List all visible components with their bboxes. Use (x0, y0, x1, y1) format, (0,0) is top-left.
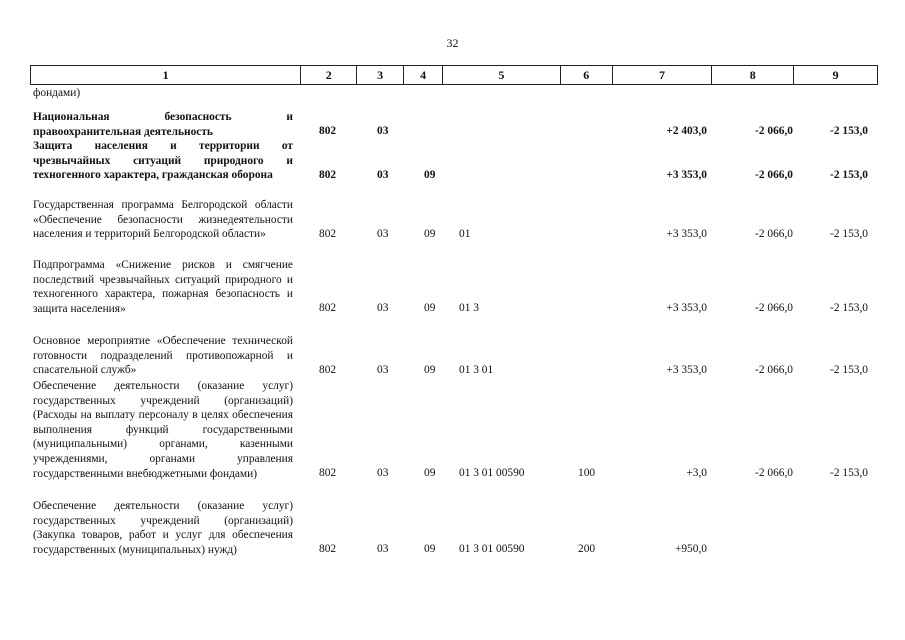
row-code-4: 09 (424, 364, 436, 377)
row-amount-8: -2 066,0 (755, 302, 793, 315)
row-name: фондами) (33, 87, 81, 99)
row-amount-7: +3 353,0 (666, 228, 707, 241)
row-amount-8: -2 066,0 (755, 125, 793, 138)
header-col-2: 2 (301, 66, 357, 84)
row-name: Защита населения и территории от чрезвычайных ситуаций природного и техногенного характера, гражданская оборона (33, 140, 293, 182)
row-amount-9: -2 153,0 (830, 125, 868, 138)
row-code-2: 802 (319, 125, 337, 138)
row-amount-9: -2 153,0 (830, 364, 868, 377)
row-code-6: 200 (578, 543, 596, 556)
row-code-2: 802 (319, 467, 337, 480)
row-name: Обеспечение деятельности (оказание услуг) государственных учреждений (организаций) (Расходы на выплату персоналу в целях обеспечения выполнения функций государственными (муниципальными) органами, казенными учреждениями, органами управления государственными внебюджетными фондами) (33, 380, 293, 480)
row-code-4: 09 (424, 543, 436, 556)
row-amount-9: -2 153,0 (830, 302, 868, 315)
row-code-4: 09 (424, 467, 436, 480)
row-code-5: 01 (459, 228, 471, 241)
row-amount-9: -2 153,0 (830, 467, 868, 480)
row-code-3: 03 (377, 125, 389, 138)
row-code-2: 802 (319, 364, 337, 377)
row-amount-8: -2 066,0 (755, 467, 793, 480)
row-code-4: 09 (424, 228, 436, 241)
row-code-3: 03 (377, 302, 389, 315)
row-code-2: 802 (319, 543, 337, 556)
row-name: Национальная безопасность и правоохранительная деятельность (33, 111, 293, 138)
row-amount-7: +950,0 (674, 543, 707, 556)
header-col-1: 1 (31, 66, 301, 84)
row-name: Государственная программа Белгородской области «Обеспечение безопасности жизнедеятельности населения и территорий Белгородской области» (33, 199, 293, 241)
row-code-5: 01 3 01 00590 (459, 543, 525, 556)
header-col-5: 5 (443, 66, 561, 84)
header-col-3: 3 (357, 66, 404, 84)
row-code-3: 03 (377, 228, 389, 241)
row-code-3: 03 (377, 364, 389, 377)
header-col-4: 4 (404, 66, 443, 84)
row-code-5: 01 3 01 (459, 364, 494, 377)
header-col-9: 9 (832, 67, 839, 82)
row-code-4: 09 (424, 302, 436, 315)
row-code-4: 09 (424, 169, 436, 182)
header-col-6: 6 (561, 66, 613, 84)
page-number: 32 (446, 36, 459, 50)
row-code-2: 802 (319, 302, 337, 315)
row-code-6: 100 (578, 467, 596, 480)
row-name: Основное мероприятие «Обеспечение технической готовности подразделений противопожарной и спасательной служб» (33, 335, 293, 377)
row-code-5: 01 3 (459, 302, 479, 315)
row-code-3: 03 (377, 467, 389, 480)
row-amount-9: -2 153,0 (830, 169, 868, 182)
row-code-2: 802 (319, 228, 337, 241)
header-col-8: 8 (712, 66, 794, 84)
row-amount-7: +3,0 (686, 467, 707, 480)
row-amount-8: -2 066,0 (755, 364, 793, 377)
row-amount-7: +2 403,0 (666, 125, 707, 138)
row-amount-7: +3 353,0 (666, 169, 707, 182)
row-amount-8: -2 066,0 (755, 169, 793, 182)
row-amount-8: -2 066,0 (755, 228, 793, 241)
table-header (30, 65, 878, 85)
row-amount-7: +3 353,0 (666, 302, 707, 315)
row-name: Подпрограмма «Снижение рисков и смягчение последствий чрезвычайных ситуаций природного и техногенного характера, пожарная безопасность и защита населения» (33, 259, 293, 315)
header-col-7: 7 (613, 66, 713, 84)
row-code-3: 03 (377, 543, 389, 556)
row-amount-9: -2 153,0 (830, 228, 868, 241)
row-code-2: 802 (319, 169, 337, 182)
row-code-3: 03 (377, 169, 389, 182)
row-amount-7: +3 353,0 (666, 364, 707, 377)
row-code-5: 01 3 01 00590 (459, 467, 525, 480)
row-name: Обеспечение деятельности (оказание услуг) государственных учреждений (организаций) (Закупка товаров, работ и услуг для обеспечения государственных (муниципальных) нужд) (33, 500, 293, 556)
